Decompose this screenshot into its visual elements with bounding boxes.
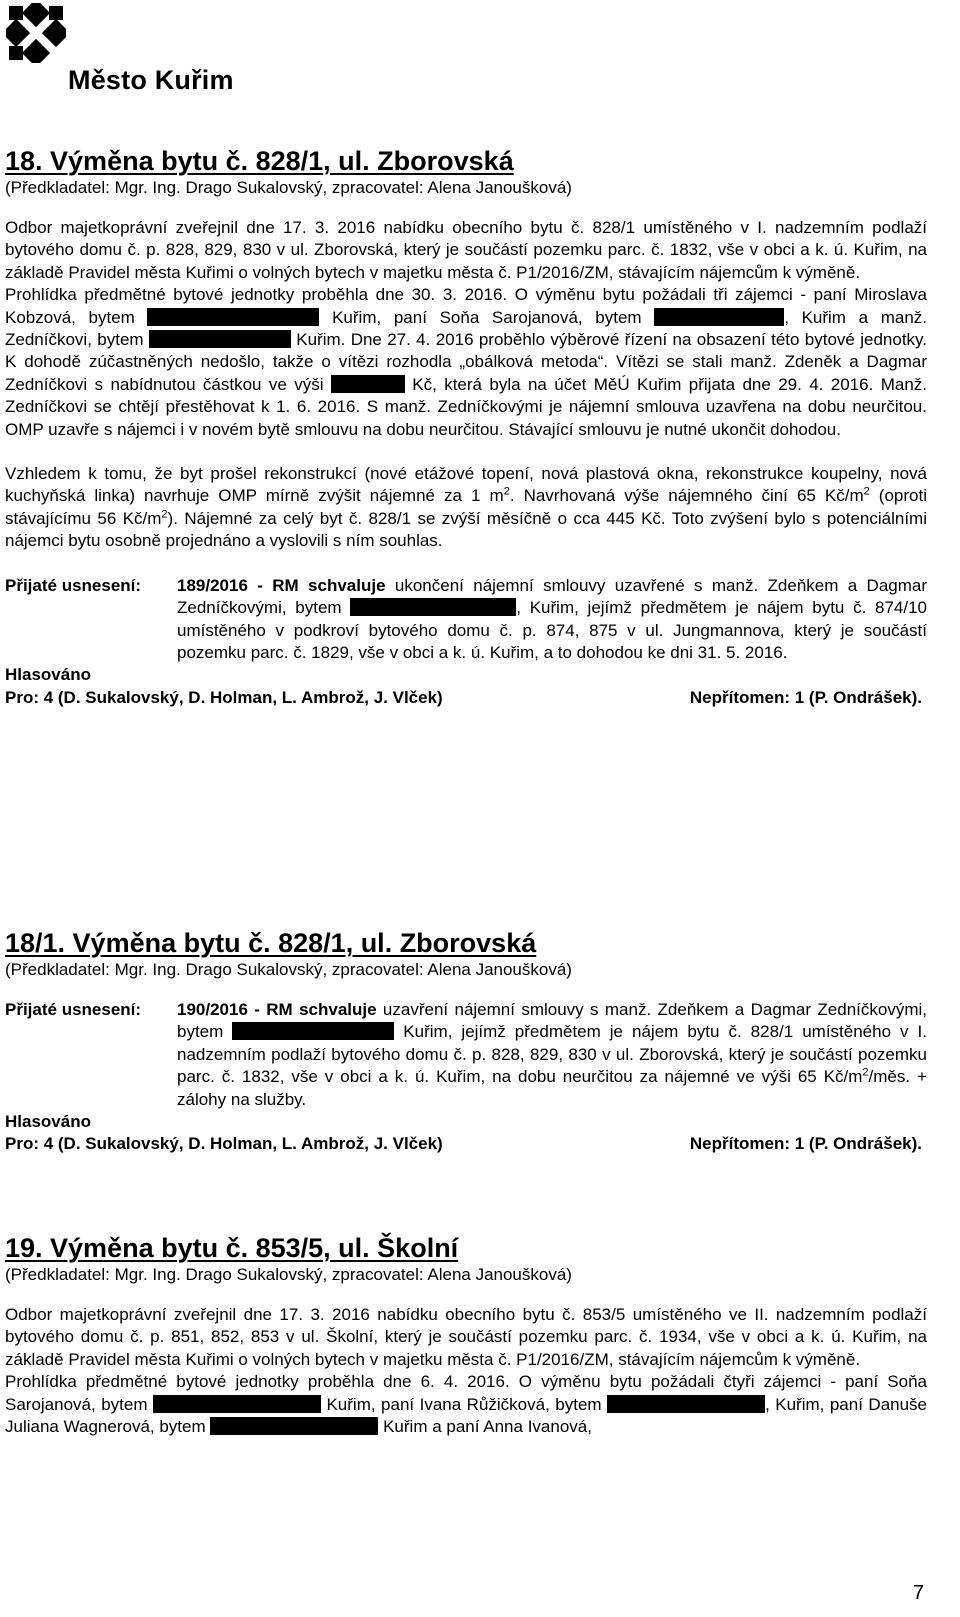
redaction: [149, 330, 291, 348]
vote-label: Hlasováno: [5, 665, 91, 685]
vote-result: [5, 687, 927, 709]
section-19: [5, 1232, 927, 1438]
section-title: 18. Výměna bytu č. 828/1, ul. Zborovská: [5, 146, 514, 176]
paragraph: Odbor majetkoprávní zveřejnil dne 17. 3. 2016 nabídku obecního bytu č. 828/1 umístěného v I. nadzemním podlaží bytového domu č. p. 828, 829, 830 v ul. Zborovská, který je součástí pozemku parc. č. 1832, vše v obci a k. ú. Kuřim, na základě Pravidel města Kuřimi o volných bytech v majetku města č. P1/2016/ZM, stávajícím nájemcům k výměně.: [5, 218, 927, 282]
redaction: [654, 308, 754, 326]
redaction: [210, 1417, 378, 1435]
redaction: [735, 1395, 765, 1413]
section-18: [5, 145, 927, 709]
redaction: [350, 598, 516, 616]
section-proposer: (Předkladatel: Mgr. Ing. Drago Sukalovský, zpracovatel: Alena Janoušková): [5, 178, 572, 197]
city-logo: [6, 3, 266, 98]
paragraph: Odbor majetkoprávní zveřejnil dne 17. 3. 2016 nabídku obecního bytu č. 853/5 umístěného ve II. nadzemním podlaží bytového domu č. p. 851, 852, 853 v ul. Školní, který je součástí pozemku parc. č. 1934, vše v obci a k. ú. Kuřim, na základě Pravidel města Kuřimi o volných bytech v majetku města č. P1/2016/ZM, stávajícím nájemcům k výměně.: [5, 1305, 927, 1369]
section-18-1: [5, 927, 927, 1156]
city-logo-text: Město Kuřim: [68, 65, 234, 95]
redaction: [232, 1022, 394, 1040]
resolution-text: 190/2016 - RM schvaluje uzavření nájemní smlouvy s manž. Zdeňkem a Dagmar Zedníčkovými, bytem Kuřim, jejímž předmětem je nájem bytu č. 828/1 umístěného v I. nadzemním podlaží bytového domu č. p. 828, 829, 830 v ul. Zborovská, který je součástí pozemku parc. č. 1832, vše v obci a k. ú. Kuřim, na dobu neurčitou za nájemné ve výši 65 $Kč/m^2$/měs. + zálohy na služby.: [177, 1000, 927, 1109]
resolution-label: Přijaté usnesení:: [5, 575, 142, 595]
redaction: [607, 1395, 735, 1413]
paragraph: Vzhledem k tomu, že byt prošel rekonstrukcí (nové etážové topení, nová plastová okna, rekonstrukce koupelny, nová kuchyňská linka) navrhuje OMP mírně zvýšit nájemné za 1 $m^2$. Navrhovaná výše nájemného činí 65 $Kč/m^2$ (oproti stávajícímu 56 $Kč/m^2$). Nájemné za celý byt č. 828/1 se zvýší měsíčně o cca 445 Kč. Toto zvýšení bylo s potenciálními nájemci bytu osobně projednáno a vyslovili s ním souhlas.: [5, 464, 927, 551]
section-proposer: (Předkladatel: Mgr. Ing. Drago Sukalovský, zpracovatel: Alena Janoušková): [5, 1265, 572, 1284]
paragraph: Prohlídka předmětné bytové jednotky proběhla dne 30. 3. 2016. O výměnu bytu požádali tři zájemci - paní Miroslava Kobzová, bytem Kuřim, paní Soňa Sarojanová, bytem , Kuřim a manž. Zedníčkovi, bytem Kuřim. Dne 27. 4. 2016 proběhlo výběrové řízení na obsazení této bytové jednotky. K dohodě zúčastněných nedošlo, takže o vítězi rozhodla „obálková metoda“. Vítězi se stali manž. Zdeněk a Dagmar Zedníčkovi s nabídnutou částkou ve výši Kč, která byla na účet MěÚ Kuřim přijata dne 29. 4. 2016. Manž. Zedníčkovi se chtějí přestěhovat k 1. 6. 2016. S manž. Zedníčkovými je nájemní smlouva uzavřena na dobu neurčitou. OMP uzavře s nájemci i v novém bytě smlouvu na dobu neurčitou. Stávající smlouvu je nutné ukončit dohodou.: [5, 285, 928, 439]
redaction: [331, 375, 405, 393]
resolution-label: Přijaté usnesení:: [5, 1000, 142, 1019]
resolution: [5, 575, 927, 665]
vote-absent: Nepřítomen: 1 (P. Ondrášek).: [689, 1134, 922, 1154]
paragraph: Prohlídka předmětné bytové jednotky proběhla dne 6. 4. 2016. O výměnu bytu požádali čtyři zájemci - paní Soňa Sarojanová, bytem Kuřim, paní Ivana Růžičková, bytem , Kuřim, paní Danuše Juliana Wagnerová, bytem Kuřim a paní Anna Ivanová,: [5, 1372, 928, 1437]
vote-result: [5, 1133, 927, 1155]
section-proposer: (Předkladatel: Mgr. Ing. Drago Sukalovský, zpracovatel: Alena Janoušková): [5, 960, 572, 979]
redaction: [754, 308, 784, 326]
vote-pro: Pro: 4 (D. Sukalovský, D. Holman, L. Ambrož, J. Vlček): [5, 687, 443, 707]
vote-absent: Nepřítomen: 1 (P. Ondrášek).: [689, 687, 922, 707]
redaction: [153, 1395, 321, 1413]
page-number: 7: [912, 1582, 924, 1604]
vote-pro: Pro: 4 (D. Sukalovský, D. Holman, L. Ambrož, J. Vlček): [5, 1134, 443, 1154]
city-emblem-icon: [6, 3, 66, 63]
resolution: [5, 999, 927, 1111]
vote-label: Hlasováno: [5, 1112, 91, 1132]
section-title: 19. Výměna bytu č. 853/5, ul. Školní: [5, 1233, 459, 1263]
resolution-text: 189/2016 - RM schvaluje ukončení nájemní smlouvy uzavřené s manž. Zdeňkem a Dagmar Zedníčkovými, bytem , Kuřim, jejímž předmětem je nájem bytu č. 874/10 umístěného v podkroví bytového domu č. p. 874, 875 v ul. Jungmannova, který je součástí pozemku parc. č. 1829, vše v obci a k. ú. Kuřim, a to dohodou ke dni 31. 5. 2016.: [177, 575, 928, 662]
redaction: [147, 308, 319, 326]
section-title: 18/1. Výměna bytu č. 828/1, ul. Zborovská: [5, 928, 537, 958]
